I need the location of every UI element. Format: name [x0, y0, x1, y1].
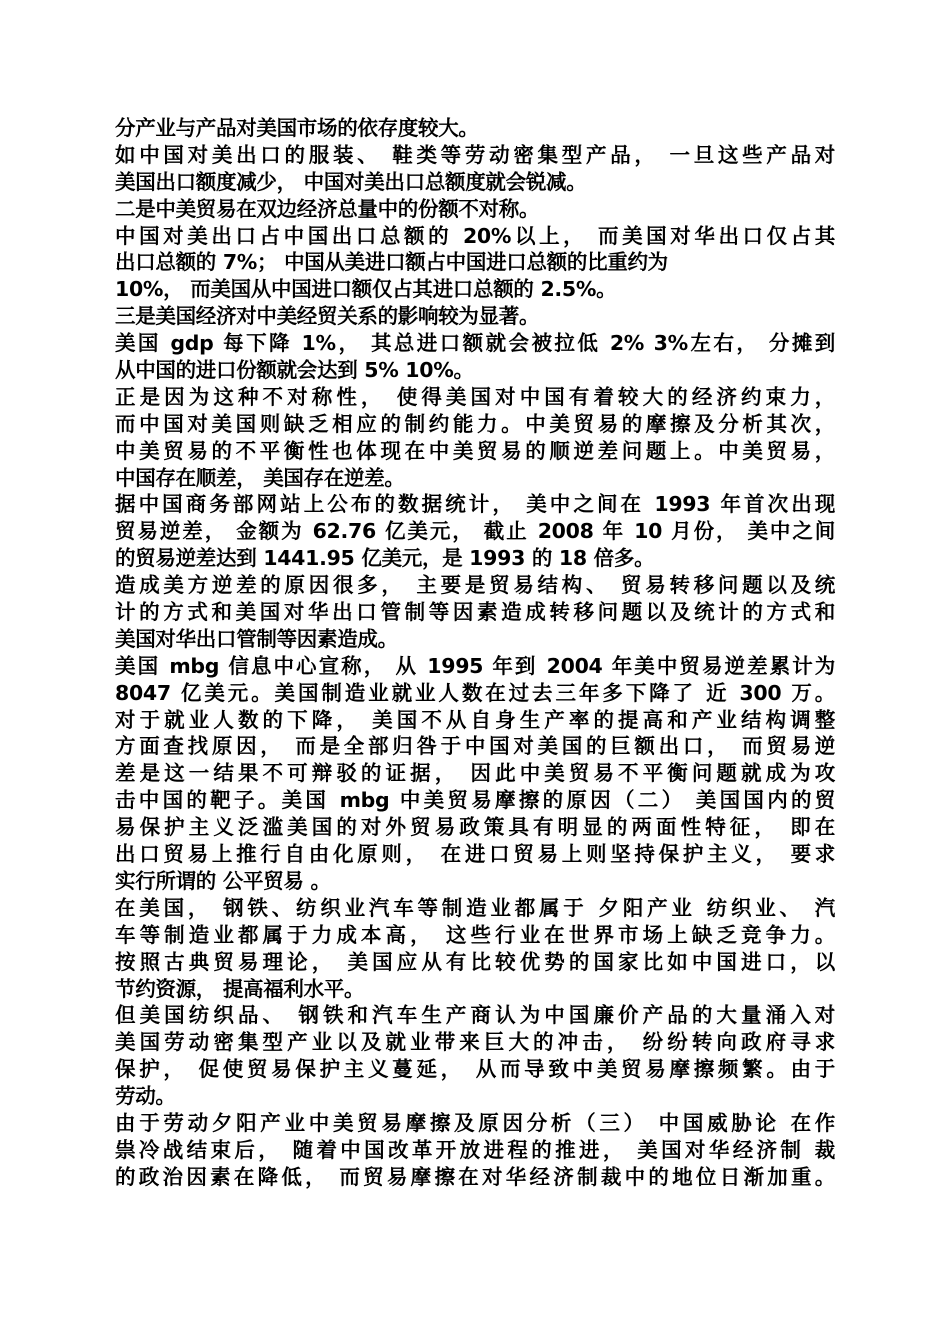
text-line: 车等制造业都属于力成本高， 这些行业在世界市场上缺乏竞争力。 [115, 922, 835, 947]
text-line: 造成美方逆差的原因很多， 主要是贸易结构、 贸易转移问题以及统 [115, 573, 835, 598]
text-line: 易保护主义泛滥美国的对外贸易政策具有明显的两面性特征， 即在 [115, 815, 835, 840]
text-line: 二是中美贸易在双边经济总量中的份额不对称。 [115, 196, 540, 221]
text-line: 10%， 而美国从中国进口额仅占其进口总额的 2.5%。 [115, 277, 617, 302]
text-line: 8047 亿美元。美国制造业就业人数在过去三年多下降了 近 300 万。 [115, 680, 835, 705]
text-line: 中国对美出口占中国出口总额的 20%以上， 而美国对华出口仅占其 [115, 223, 835, 248]
text-line: 按照古典贸易理论， 美国应从有比较优势的国家比如中国进口，以 [115, 949, 835, 974]
text-line: 出口贸易上推行自由化原则， 在进口贸易上则坚持保护主义， 要求 [115, 842, 835, 867]
text-line: 据中国商务部网站上公布的数据统计， 美中之间在 1993 年首次出现 [115, 492, 835, 517]
text-line: 分产业与产品对美国市场的依存度较大。 [115, 116, 479, 140]
text-line: 在美国， 钢铁、纺织业汽车等制造业都属于 夕阳产业 纺织业、 汽 [115, 895, 835, 920]
text-line: 的政治因素在降低， 而贸易摩擦在对华经济制裁中的地位日渐加重。 [115, 1164, 835, 1189]
text-line: 差是这一结果不可辩驳的证据， 因此中美贸易不平衡问题就成为攻 [115, 761, 835, 786]
text-line: 美国劳动密集型产业以及就业带来巨大的冲击， 纷纷转向政府寻求 [115, 1030, 835, 1055]
text-line: 祟冷战结束后， 随着中国改革开放进程的推进， 美国对华经济制 裁 [115, 1137, 835, 1162]
text-line: 劳动。 [115, 1084, 176, 1109]
text-line: 三是美国经济对中美经贸关系的影响较为显著。 [115, 304, 540, 329]
text-line: 节约资源， 提高福利水平。 [115, 976, 365, 1001]
text-line: 由于劳动夕阳产业中美贸易摩擦及原因分析（三） 中国威胁论 在作 [115, 1110, 835, 1135]
text-line: 出口总额的 7%； 中国从美进口额占中国进口总额的比重约为 [115, 250, 668, 275]
text-line: 美国对华出口管制等因素造成。 [115, 626, 398, 651]
text-line: 击中国的靶子。美国 mbg 中美贸易摩擦的原因（二） 美国国内的贸 [115, 788, 835, 813]
text-line: 中国存在顺差， 美国存在逆差。 [115, 465, 405, 490]
text-line: 计的方式和美国对华出口管制等因素造成转移问题以及统计的方式和 [115, 600, 835, 625]
text-line: 正是因为这种不对称性， 使得美国对中国有着较大的经济约束力， [115, 384, 835, 409]
text-line: 但美国纺织品、 钢铁和汽车生产商认为中国廉价产品的大量涌入对 [115, 1003, 835, 1028]
text-line: 中美贸易的不平衡性也体现在中美贸易的顺逆差问题上。中美贸易， [115, 438, 835, 463]
text-line: 美国 mbg 信息中心宣称， 从 1995 年到 2004 年美中贸易逆差累计为 [115, 653, 835, 678]
text-line: 如中国对美出口的服装、 鞋类等劳动密集型产品， 一旦这些产品对 [115, 142, 835, 167]
document-page [115, 115, 835, 1191]
text-line: 方面查找原因， 而是全部归咎于中国对美国的巨额出口， 而贸易逆 [115, 734, 835, 759]
text-line: 贸易逆差， 金额为 62.76 亿美元， 截止 2008 年 10 月份， 美中之间 [115, 519, 835, 544]
text-line: 美国 gdp 每下降 1%， 其总进口额就会被拉低 2% 3%左右， 分摊到 [115, 331, 835, 356]
text-line: 而中国对美国则缺乏相应的制约能力。中美贸易的摩擦及分析其次， [115, 411, 835, 436]
text-line: 从中国的进口份额就会达到 5% 10%。 [115, 358, 474, 383]
text-line: 的贸易逆差达到 1441.95 亿美元，是 1993 的 18 倍多。 [115, 546, 655, 571]
text-line: 美国出口额度减少， 中国对美出口总额度就会锐减。 [115, 169, 587, 194]
text-line: 实行所谓的 公平贸易 。 [115, 868, 331, 893]
text-line: 对于就业人数的下降， 美国不从自身生产率的提高和产业结构调整 [115, 707, 835, 732]
text-line: 保护， 促使贸易保护主义蔓延， 从而导致中美贸易摩擦频繁。由于 [115, 1057, 835, 1082]
